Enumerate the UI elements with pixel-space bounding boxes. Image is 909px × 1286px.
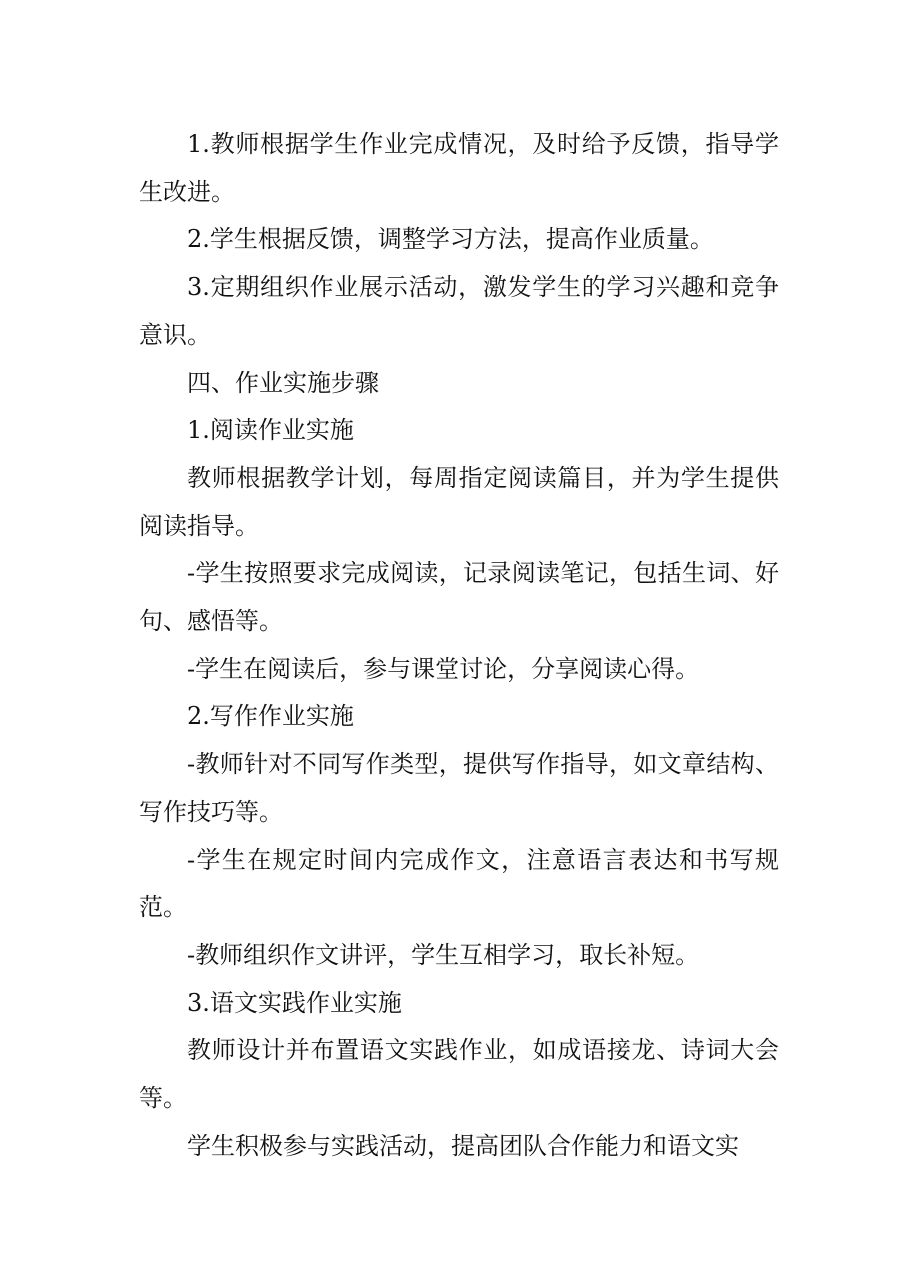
paragraph-feedback-1: 1.教师根据学生作业完成情况，及时给予反馈，指导学生改进。 xyxy=(139,130,779,206)
subheading-reading: 1.阅读作业实施 xyxy=(187,416,354,445)
paragraph-practice-2: 学生积极参与实践活动，提高团队合作能力和语文实 xyxy=(187,1131,739,1160)
paragraph-reading-1: 教师根据教学计划，每周指定阅读篇目，并为学生提供阅读指导。 xyxy=(139,463,779,540)
paragraph-reading-2: -学生按照要求完成阅读，记录阅读笔记，包括生词、好句、感悟等。 xyxy=(139,559,779,636)
paragraph-writing-2: -学生在规定时间内完成作文，注意语言表达和书写规范。 xyxy=(139,845,779,922)
paragraph-writing-3: -教师组织作文讲评，学生互相学习，取长补短。 xyxy=(187,940,700,969)
subheading-practice: 3.语文实践作业实施 xyxy=(187,988,402,1017)
paragraph-feedback-2: 2.学生根据反馈，调整学习方法，提高作业质量。 xyxy=(187,225,714,254)
paragraph-writing-1: -教师针对不同写作类型，提供写作指导，如文章结构、写作技巧等。 xyxy=(139,750,779,826)
paragraph-feedback-3: 3.定期组织作业展示活动，激发学生的学习兴趣和竞争意识。 xyxy=(139,273,779,349)
subheading-writing: 2.写作作业实施 xyxy=(187,702,354,731)
paragraph-practice-1: 教师设计并布置语文实践作业，如成语接龙、诗词大会等。 xyxy=(139,1036,779,1113)
document-body xyxy=(139,121,779,1170)
paragraph-reading-3: -学生在阅读后，参与课堂讨论，分享阅读心得。 xyxy=(187,654,700,683)
section-heading-steps: 四、作业实施步骤 xyxy=(187,368,379,397)
